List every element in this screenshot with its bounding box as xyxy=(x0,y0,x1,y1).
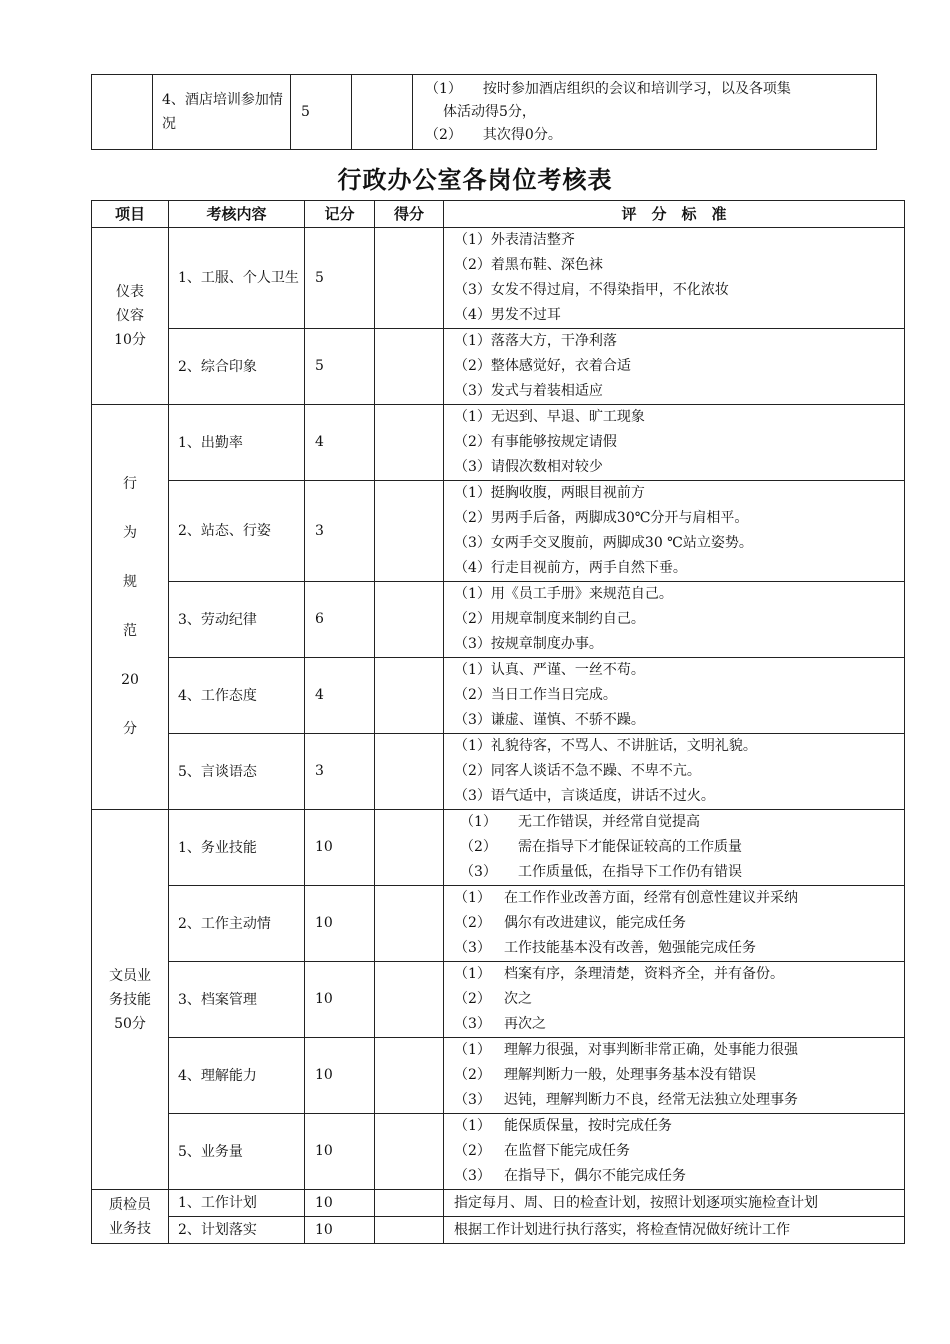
table-row xyxy=(92,481,905,582)
result-cell xyxy=(375,810,444,886)
result-cell xyxy=(375,886,444,962)
score-cell: 10 xyxy=(305,1217,375,1244)
content-cell: 1、出勤率 xyxy=(169,405,305,481)
score-cell: 6 xyxy=(305,582,375,658)
content-cell: 1、工服、个人卫生 xyxy=(169,228,305,329)
header-score: 记分 xyxy=(305,201,375,228)
criteria-cell: （1）无迟到、早退、旷工现象 （2）有事能够按规定请假 （3）请假次数相对较少 xyxy=(444,405,905,481)
criteria-cell: 指定每月、周、日的检查计划，按照计划逐项实施检查计划 xyxy=(444,1190,905,1217)
result-cell xyxy=(375,582,444,658)
content-cell: 1、工作计划 xyxy=(169,1190,305,1217)
table-row xyxy=(92,75,877,150)
score-cell: 5 xyxy=(305,329,375,405)
result-cell xyxy=(375,1038,444,1114)
criteria-cell: （1）认真、严谨、一丝不苟。 （2）当日工作当日完成。 （3）谦虚、谨慎、不骄不躁。 xyxy=(444,658,905,734)
page-title: 行政办公室各岗位考核表 xyxy=(337,166,613,194)
content-cell: 4、理解能力 xyxy=(169,1038,305,1114)
table-row xyxy=(92,658,905,734)
result-cell xyxy=(375,962,444,1038)
score-cell: 10 xyxy=(305,1190,375,1217)
content-cell: 5、言谈语态 xyxy=(169,734,305,810)
content-cell: 2、站态、行姿 xyxy=(169,481,305,582)
table-row xyxy=(92,734,905,810)
score-cell: 10 xyxy=(305,1114,375,1190)
criteria-cell: （1） 在工作作业改善方面，经常有创意性建议并采纳 （2） 偶尔有改进建议，能完成任务 （3） 工作技能基本没有改善，勉强能完成任务 xyxy=(444,886,905,962)
criteria-cell: （1） 理解力很强，对事判断非常正确，处事能力很强 （2） 理解判断力一般，处理事务基本没有错误 （3） 迟钝，理解判断力不良，经常无法独立处理事务 xyxy=(444,1038,905,1114)
result-cell xyxy=(375,1190,444,1217)
result-cell xyxy=(375,329,444,405)
result-cell xyxy=(375,481,444,582)
prev-project-cell xyxy=(92,75,153,150)
score-cell: 4 xyxy=(305,658,375,734)
header-criteria: 评 分 标 准 xyxy=(444,201,905,228)
prev-content-cell: 4、酒店培训参加情况 xyxy=(153,75,291,150)
result-cell xyxy=(375,734,444,810)
criteria-cell: （1）用《员工手册》来规范自己。 （2）用规章制度来制约自己。 （3）按规章制度办事。 xyxy=(444,582,905,658)
table-row xyxy=(92,962,905,1038)
category-behavior: 行 为 规 范 20 分 xyxy=(92,405,169,810)
table-row xyxy=(92,1190,905,1217)
score-cell: 10 xyxy=(305,1038,375,1114)
table-row xyxy=(92,405,905,481)
criteria-cell: （1）挺胸收腹，两眼目视前方 （2）男两手后备，两脚成30℃分开与肩相平。 （3）女两手交叉腹前，两脚成30 ℃站立姿势。 （4）行走目视前方，两手自然下垂。 xyxy=(444,481,905,582)
score-cell: 10 xyxy=(305,810,375,886)
table-row xyxy=(92,810,905,886)
table-row xyxy=(92,582,905,658)
content-cell: 4、工作态度 xyxy=(169,658,305,734)
table-row xyxy=(92,1114,905,1190)
result-cell xyxy=(375,405,444,481)
table-row xyxy=(92,886,905,962)
score-cell: 3 xyxy=(305,481,375,582)
criteria-cell: （1）礼貌待客，不骂人、不讲脏话，文明礼貌。 （2）同客人谈话不急不躁、不卑不亢。 （3）语气适中，言谈适度，讲话不过火。 xyxy=(444,734,905,810)
content-cell: 3、档案管理 xyxy=(169,962,305,1038)
category-inspector-skills: 质检员 业务技 xyxy=(92,1190,169,1244)
content-cell: 3、劳动纪律 xyxy=(169,582,305,658)
content-cell: 2、综合印象 xyxy=(169,329,305,405)
score-cell: 3 xyxy=(305,734,375,810)
previous-table xyxy=(91,74,877,150)
assessment-table xyxy=(91,200,905,1244)
header-row xyxy=(92,201,905,228)
header-project: 项目 xyxy=(92,201,169,228)
result-cell xyxy=(375,658,444,734)
score-cell: 4 xyxy=(305,405,375,481)
score-cell: 10 xyxy=(305,962,375,1038)
content-cell: 2、计划落实 xyxy=(169,1217,305,1244)
criteria-cell: （1） 无工作错误，并经常自觉提高 （2） 需在指导下才能保证较高的工作质量 （3） 工作质量低，在指导下工作仍有错误 xyxy=(444,810,905,886)
prev-criteria-cell xyxy=(413,75,877,150)
criteria-cell: （1）外表清洁整齐 （2）着黑布鞋、深色袜 （3）女发不得过肩，不得染指甲，不化浓妆 （4）男发不过耳 xyxy=(444,228,905,329)
criteria-cell: 根据工作计划进行执行落实，将检查情况做好统计工作 xyxy=(444,1217,905,1244)
score-cell: 5 xyxy=(305,228,375,329)
result-cell xyxy=(375,228,444,329)
table-row xyxy=(92,1217,905,1244)
result-cell xyxy=(375,1217,444,1244)
criteria-line: 体活动得5分， xyxy=(443,103,536,120)
table-row xyxy=(92,228,905,329)
header-content: 考核内容 xyxy=(169,201,305,228)
criteria-line: （2） 其次得0分。 xyxy=(425,126,562,143)
criteria-cell: （1） 档案有序，条理清楚，资料齐全，并有备份。 （2） 次之 （3） 再次之 xyxy=(444,962,905,1038)
prev-score-cell: 5 xyxy=(291,75,352,150)
content-cell: 2、工作主动情 xyxy=(169,886,305,962)
score-cell: 10 xyxy=(305,886,375,962)
criteria-line: （1） 按时参加酒店组织的会议和培训学习，以及各项集 xyxy=(425,80,791,97)
table-row xyxy=(92,329,905,405)
content-cell: 5、业务量 xyxy=(169,1114,305,1190)
result-cell xyxy=(375,1114,444,1190)
category-appearance: 仪表 仪容 10分 xyxy=(92,228,169,405)
criteria-cell: （1） 能保质保量，按时完成任务 （2） 在监督下能完成任务 （3） 在指导下，偶尔不能完成任务 xyxy=(444,1114,905,1190)
category-clerk-skills: 文员业 务技能 50分 xyxy=(92,810,169,1190)
criteria-cell: （1）落落大方，干净利落 （2）整体感觉好，衣着合适 （3）发式与着装相适应 xyxy=(444,329,905,405)
header-result: 得分 xyxy=(375,201,444,228)
content-cell: 1、务业技能 xyxy=(169,810,305,886)
table-row xyxy=(92,1038,905,1114)
prev-result-cell xyxy=(352,75,413,150)
